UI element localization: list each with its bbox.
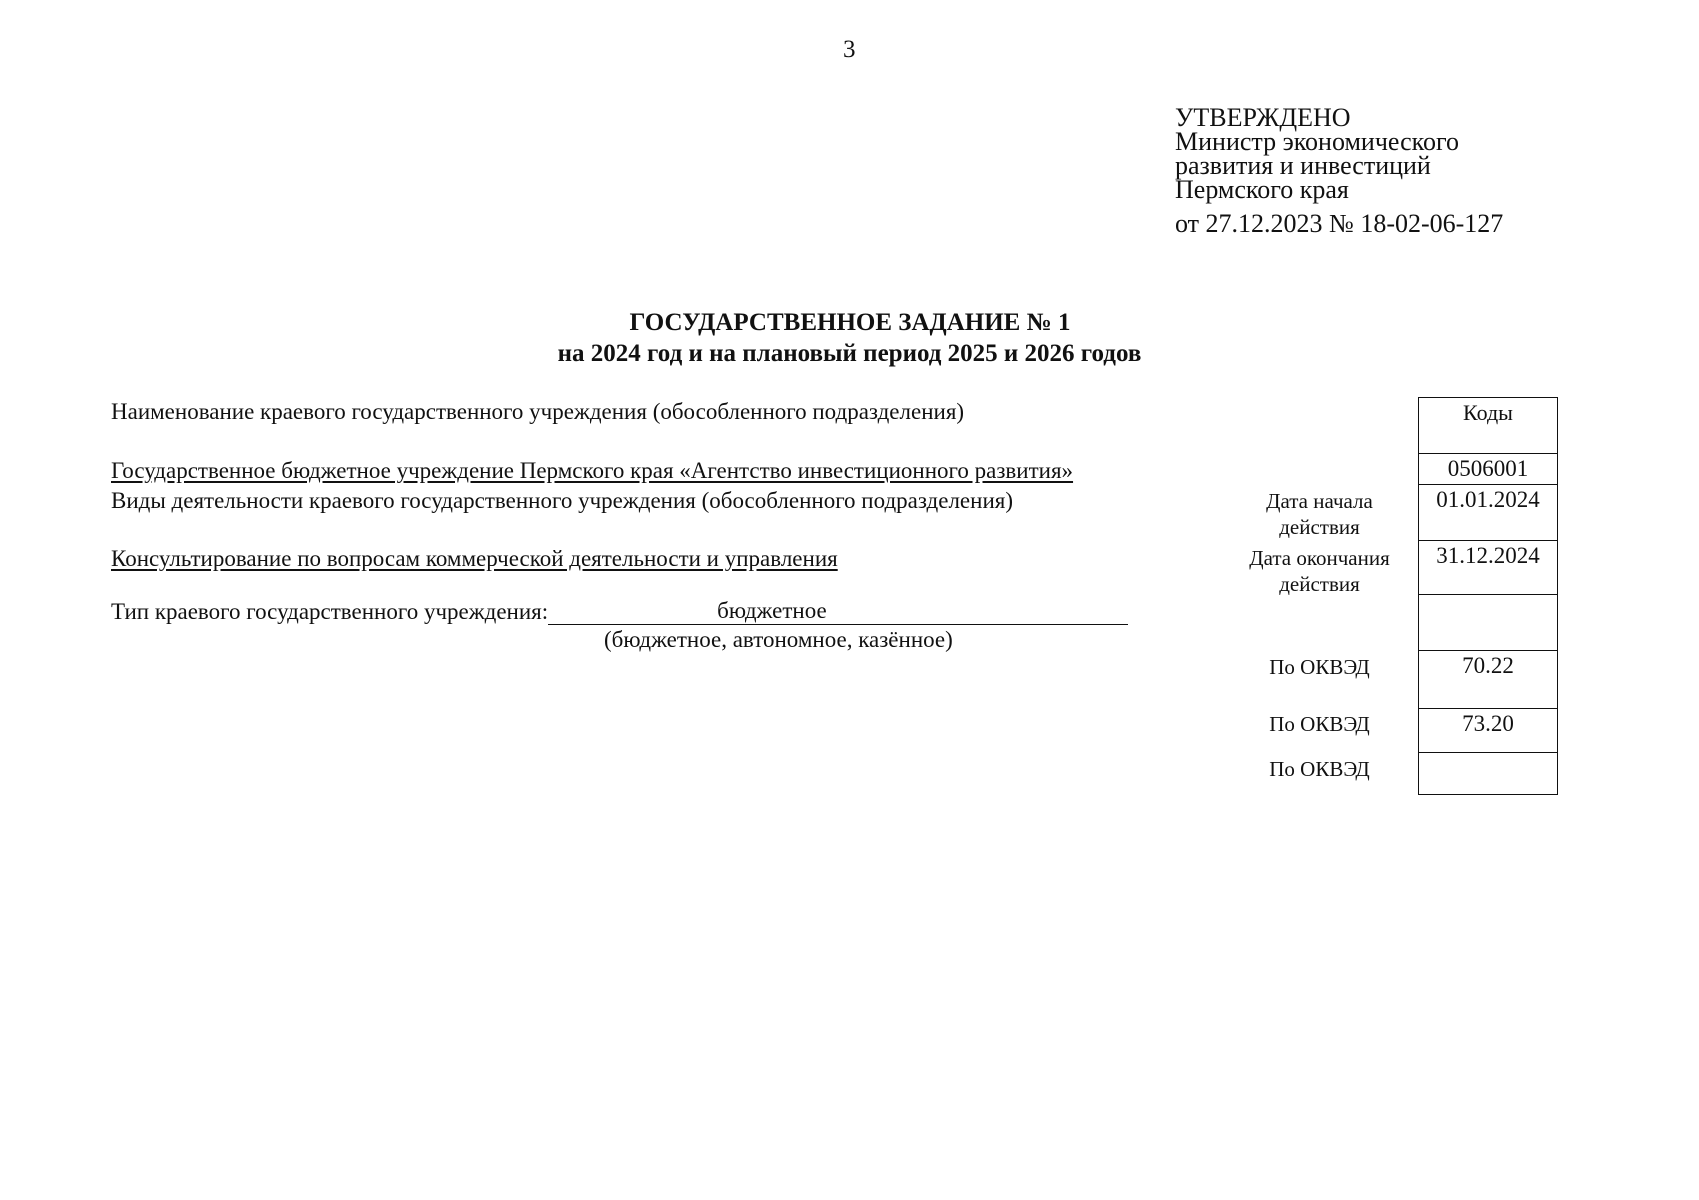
- start-date-cell: 01.01.2024: [1419, 485, 1558, 541]
- start-date-label-line-1: Дата начала: [1266, 489, 1373, 513]
- end-date-cell: 31.12.2024: [1419, 541, 1558, 595]
- okved-code-cell-1: 70.22: [1419, 651, 1558, 709]
- codes-row: [1419, 454, 1558, 485]
- document-title: [0, 307, 1699, 369]
- okved-code-cell-3: [1419, 753, 1558, 795]
- end-date-label: [1232, 545, 1407, 597]
- title-line-2: на 2024 год и на плановый период 2025 и 2026 годов: [557, 340, 1142, 367]
- activity-label: Виды деятельности краевого государственного учреждения (обособленного подразделения): [111, 488, 1013, 513]
- type-value-field: [548, 598, 1128, 625]
- empty-code-cell: [1419, 595, 1558, 651]
- institution-type-row: [111, 598, 1128, 625]
- okved-label-1: По ОКВЭД: [1269, 655, 1370, 679]
- codes-row: [1419, 753, 1558, 795]
- codes-row: [1419, 541, 1558, 595]
- approval-status: УТВЕРЖДЕНО: [1175, 103, 1351, 132]
- codes-row: [1419, 485, 1558, 541]
- codes-table: [1418, 397, 1558, 795]
- approval-date: от 27.12.2023 № 18-02-06-127: [1175, 209, 1504, 238]
- codes-header-row: [1419, 398, 1558, 454]
- codes-row: [1419, 595, 1558, 651]
- title-line-1: ГОСУДАРСТВЕННОЕ ЗАДАНИЕ № 1: [629, 309, 1071, 336]
- end-date-label-line-1: Дата окончания: [1249, 546, 1390, 570]
- institution-name: Государственное бюджетное учреждение Пермского края «Агентство инвестиционного развития»: [111, 458, 1074, 483]
- okved-label-2: По ОКВЭД: [1269, 712, 1370, 736]
- type-hint: (бюджетное, автономное, казённое): [604, 627, 953, 652]
- type-value: бюджетное: [717, 598, 827, 623]
- page-number: 3: [843, 36, 856, 63]
- start-date-label: [1232, 488, 1407, 540]
- approval-stamp: [1175, 103, 1504, 238]
- approval-line-2: развития и инвестиций: [1175, 151, 1431, 180]
- approval-line-1: Министр экономического: [1175, 127, 1459, 156]
- start-date-label-line-2: действия: [1279, 515, 1360, 539]
- okved-label-3: По ОКВЭД: [1269, 757, 1370, 781]
- form-code-cell: 0506001: [1419, 454, 1558, 485]
- codes-row: [1419, 651, 1558, 709]
- end-date-label-line-2: действия: [1279, 572, 1360, 596]
- type-label: Тип краевого государственного учреждения:: [111, 599, 549, 624]
- institution-label: Наименование краевого государственного учреждения (обособленного подразделения): [111, 399, 965, 424]
- codes-row: [1419, 709, 1558, 753]
- okved-code-cell-2: 73.20: [1419, 709, 1558, 753]
- codes-header: Коды: [1419, 398, 1558, 454]
- activity-value: Консультирование по вопросам коммерческой деятельности и управления: [111, 546, 838, 571]
- approval-line-3: Пермского края: [1175, 175, 1349, 204]
